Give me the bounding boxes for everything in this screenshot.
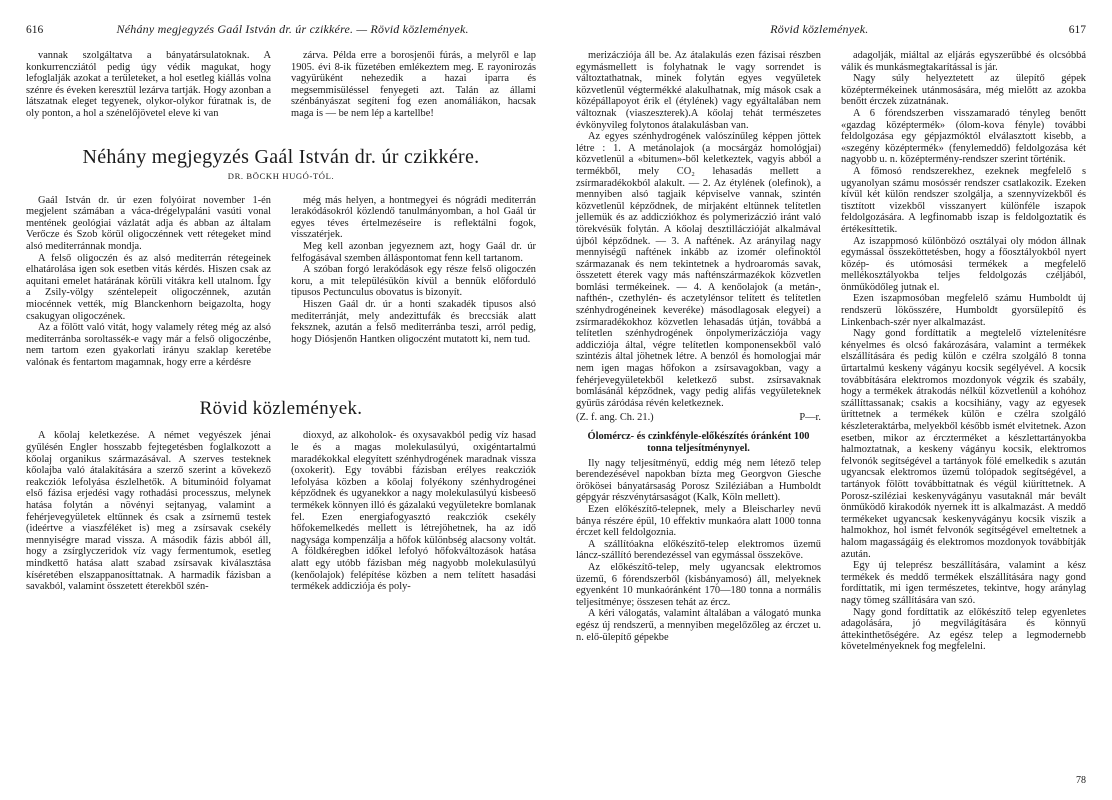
paragraph: Ezen iszapmosóban megfelelő számu Humboldt új rendszerü lökösszére, Humboldt gyorsülepítő és Linkenbach-szér nyer alkalmazást. — [841, 293, 1086, 328]
right-page — [556, 22, 1086, 790]
article-title-rovid-kozlemenyek: Rövid közlemények. — [199, 398, 363, 420]
paragraph: A 6 fórendszerben visszamaradó tényleg benőtt «gazdag középtermék» (ólom-kova fényle) további feldolgozása egy gépjazmóktól elválasztott kisebb, a «szegény középtermék» (fenylemeddő) feldolgozása két nagyobb u. n. középtermény-rendszer szerint történik. — [841, 107, 1086, 166]
paragraph: Hiszen Gaál dr. úr a honti szakadék tipusos alsó mediterránját, mely andezittufák és breccsiák alatt feksznek, azután a felső mediterránba teszi, arról pedig, hogy Diósjenőn Hantken oligoczént mutatott ki, nem tud. — [291, 298, 536, 345]
right-folio: 617 — [1068, 24, 1086, 36]
article2-columns — [26, 430, 536, 592]
left-running-title: Néhány megjegyzés Gaál István dr. úr czikkére. — Rövid közlemények. — [116, 22, 469, 36]
paragraph: Nagy gond fordíttatik a megtelelő víztelenítésre kényelmes és olcsó fakározására, valamint a termékek elszállítására és pedig külön e czélra szolgáló 8 tonna űrtartalmú keskeny vágányu kocsik segélyével. A kocsik továbbítására elektromos mozdonyok végzik és szabály, hogy a termékek átrakodás nélkül közvetlenül a kohóhoz szállíttassanak; csakis a kocsihiány, vagy az egyesek üríttetnek a termékek külön e czélra szolgáló készleteraktárba, melyekből később ismét elvitetnek. Azon esetben, mikor az érczterméket a készlettartányokba halmoztatnak, a keskeny vágányu kocsik, elektromos felvonók segítségével a tartányok fölé emelkedik s azután ugyancsak elektromos üzemű tolópadok segítségével, a tartányok fölött továbbíttatnak és végül kiüríttetnek. A Porosz-sziléziai keskenyvágányu vasutaknál már bevált önműködő kirakodók nyernek itt is alkalmazást. A meddő termékeket ugyancsak keskenyvágányu kocsik viszik a halmokhoz, hol ismét felvonók segítségével emeltetnek a halom magasságáig és elektromos mozdonyok továbbítják azután. — [841, 328, 1086, 560]
left-running-head — [26, 22, 536, 38]
two-page-spread — [26, 22, 1086, 790]
article1-col-2 — [291, 195, 536, 369]
left-col-1-top — [26, 50, 271, 120]
paragraph: Az a fölött való vitát, hogy valamely réteg még az alsó mediterránba soroltassék-e vagy már a felső oligoczénbe, nem tartom ezen gyakorlati irányu szaklap keretébe valónak és fentartom magamnak, hogy erre a kérdésre — [26, 322, 271, 368]
section-subhead: Ólomércz- és czinkfényle-előkészítés óránként 100 tonna teljesítménynyel. — [587, 431, 810, 454]
source-citation-line — [576, 412, 821, 423]
left-col-2-top — [291, 50, 536, 120]
paragraph: zárva. Példa erre a borosjenői fúrás, a melyről e lap 1905. évi 8-ik füzetében emlékeztem meg. E rayonirozás vagyürüként nehezedik a hazai iparra és megsemmisüléssel fenyegeti azt. Talán az állami szénbányászat segíteni fog ezen anomáliákon, hacsak maga is — be nem lép a kartellbe! — [291, 50, 536, 119]
paragraph: A főmosó rendszerekhez, ezeknek megfelelő s ugyanolyan számu mosósзér rendszer csatlakozik. Ezeken kívül két külön rendszer szolgálja, a szennyvízekből és tisztított vizekből visszanyert különféle iszapok feldolgozására. A legfinomabb iszap is feldolgoztatik és értékesíttetik. — [841, 165, 1086, 235]
left-top-columns — [26, 50, 536, 120]
paragraph: még más helyen, a hontmegyei és nógrádi mediterrán lerakódásokról közlendő tanulmányomban, a hol Gaál úr egyes téves értelmezéseire is reflektálni fogok, visszatérjek. — [291, 194, 536, 241]
paragraph: A szóban forgó lerakódások egy része felső oligoczén koru, a mit településükön kívül a bennük előforduló tipusos Pectunculus obovatus is bizonyít. — [291, 264, 536, 299]
right-col-1 — [576, 50, 821, 653]
paragraph: Nagy gond fordíttatik az előkészítő telep egyenletes adagolására, jó megvilágítására és könnyű áttekinthetőségére. Az egész telep a legmodernebb követelményeknek fog megfelelni. — [841, 606, 1086, 653]
paragraph: Nagy súly helyeztetett az ülepítő gépek középtermékeinek utánmosására, még mielőtt az azokba benőtt érczek zúzatnának. — [841, 73, 1086, 108]
article2-col-1 — [26, 430, 271, 592]
paragraph: Az előkészítő-telep, mely ugyancsak elektromos üzemű, 6 fórendszerből (kisbányamosó) áll, melyeknek egyenként 10 munkaóránként 170—180 tonna a normális teljesítménye; összesen tehát az ércz. — [576, 561, 821, 608]
paragraph: A felső oligoczén és az alsó mediterrán rétegeinek elhatárolása igen sok esetben vitás kérdés. Hiszen csak az aquitani emelet határának körüli vitákra kell utalnom. Így a Zsily-völgy széntelepeit oligoczénnek, azután miocénnek vették, míg Blanckenhorn beigazolta, hogy csakugyan oligoczének. — [26, 252, 271, 322]
right-running-title: Rövid közlemények. — [770, 22, 869, 36]
paragraph: Gaál István dr. úr ezen folyóirat november 1-én megjelent számában a váca-drégelypaláni vasúti vonal mentének geológiai vázlatát adja és abban az általam Verőcze és Szob körül oligoczénnek vett rétegeket mind alsó mediterránnak mondja. — [26, 194, 271, 252]
paragraph: Ezen előkészítő-telepnek, mely a Bleischarley nevű bánya részére épül, 10 effektiv munkaóra alatt 1000 tonna érczet kell feldolgoznia. — [576, 503, 821, 539]
right-col-2 — [841, 50, 1086, 653]
paragraph: Az egyes szénhydrogének valószínűleg képpen jöttek létre : 1. A metánolajok (a mocsárgáz homológjai) közvetlenül a «bitumen»-ből keletkeztek, vagyis abból a termékből, mely CO₂ lehasadás mellett a zsírmaradékokból alakult. — 2. Az étylének (olefinok), a mennyiben alsó tagjaik képviselve vannak, szintén közvetlenül képződnek, de mirjaként eltünnek telítetlen jellemük és az addicziókhoz és polymerizáczió iránt való törekvésük folytán. A kőolaj desztilláczióját alkalmával újból képződnek. — 3. A naftének. Az arányilag nagy mennyiségű naftének inkább az izomér olefinoktól származanak és nem tekintetnek a hydroaromás savak, összetett éterek vagy más nafténszármazékok közvetlen bomlási termékeinek. — 4. A kenőolajok (a metán-, nafthén-, czethylén- és aczetylénsor telített és telítetlen szénhydrogéneinek keveréke) másodlagosak elegyei) a zsírmaradékokhoz közvetlen lehasadás útján, továbbá a telítetlen szénhydrogének önpolymerizácziója vagy addicziója által, végre telítetlen komponensekből való szintézis által jöhetnek létre. A benzól és homologjai már nem igen magas hőfokon a zsírsavagokban, vagy a fehérjevegyületekből keletkező subst. zsírsavaknak bomlásánál képződnek, vagy pedig alifás vegyületeknek gyürűs záródása révén keletkeznek. — [576, 131, 821, 409]
author-initials: P—r. — [799, 412, 821, 424]
right-columns — [576, 50, 1086, 653]
left-folio: 616 — [26, 24, 44, 36]
article1-columns — [26, 195, 536, 369]
paragraph: Ily nagy teljesítményű, eddig még nem létező telep berendezésével napokban bízta meg Georgvon Giesche örökösei bányatársaság Porosz Sziléziában a Humboldt gépgyár részvénytársaságot (Kalk, Köln mellett). — [576, 457, 821, 504]
paragraph: A kőolaj keletkezése. A német vegyészek jénai gyűlésén Engler hosszabb fejtegetésben foglalkozott a kőolaj organikus származásával. A szerves testeknek kőolajba való átalakítására a szerző szerint a kövekező reakcziók lefolyása észlelhetők. A bituminóid folyamat első fázisa erjedési vagy rothadási processzus, melynek hatása folytán a növényi sejtanyag, valamint a fehérjevegyületek eltűnnek és csak a zsírnemű testek (ideértve a viaszféléket is) meg a zsírsavak csekély mennyiségre marad vissza. A második fázis abból áll, hogy a zsírglyczeridok víz vagy fermentumok, esetleg mindkettő hatása alatt szabad zsírsavak kiválasztása kíséretében elszappanosíttatnak. A harmadik fázisban a savakból, valamint összetett éterekből szén- — [26, 430, 271, 593]
article-byline: DR. BÖCKH HUGÓ-TÓL. — [227, 170, 335, 181]
left-page — [26, 22, 556, 790]
right-running-head — [576, 22, 1086, 38]
paragraph: A kéri válogatás, valamint általában a válogató munka egész új rendszerű, a mennyiben megelőzőleg az érczet u. n. elő-ülepítő gépekbe — [576, 608, 821, 643]
paragraph: A szállítóakna előkészítő-telep elektromos üzemű láncz-szállító berendezéssel van egymással összeköve. — [576, 538, 821, 562]
signature-sheet-number: 78 — [1076, 775, 1086, 786]
article1-col-1 — [26, 195, 271, 369]
article-title-gaal: Néhány megjegyzés Gaál István dr. úr czikkére. — [82, 145, 480, 168]
paragraph: Egy új teleprész beszállítására, valamint a kész termékek és meddő termékek elszállítására nagy gond fordíttatik, mi igen természetes, tekintve, hogy aránylag nagy tömeg szállítására van szó. — [841, 560, 1086, 606]
paragraph: Az iszappmosó különbözó osztályai oly módon állnak egymással összeköttetésben, hogy a főosztályokból nyert közép- és utómosási termékek a megfelelő mellékosztályokba teljes feldolgozás czéljából, önműködőleg jutnak el. — [841, 235, 1086, 293]
paragraph: Meg kell azonban jegyeznem azt, hogy Gaál dr. úr felfogásával szemben álláspontomat fenn kell tartanom. — [291, 240, 536, 264]
source-citation: (Z. f. ang. Ch. 21.) — [576, 412, 654, 424]
article2-col-2 — [291, 430, 536, 592]
paragraph: dioxyd, az alkoholok- és oxysavakból pedig víz hasad le és a magas molekulasúlyú, oxigéntartalmú maradékokkal elegyített szénhydrogének maradnak vissza (oxokerit). Egy további fázisban erélyes reakcziók lefolyása közben a kőolaj folyékony szénhydrogénei képződnek és ugyanekkor a nagy molekulasúlyú kisbeeső termékek könnyen illó és gázalakú vegyületekre bomlanak fel. Ezen energiafogyasztó reakcziók csekély hőfokemelkedés mellett is létrejöhetnek, ha az idő nagysága kompenzálja a hőfok különbség alacsony voltát. A földkéregben időkel lefolyó hőfokváltozások hatása alatt egy utóbb fázisban még nagyobb molekulasúlyú (kenőolajok) felépítése közben a nem telített hasadási termékek addicziója és poly- — [291, 430, 536, 593]
paragraph: vannak szolgáltatva a bányatársulatoknak. A konkurrencziától pedig úgy védik magukat, hogy lefoglalják azokat a területeket, a hol esetleg kiállás volna szénre és éveken keresztül lezárva tartják. Hogy azonban a látszatnak eleget tegyenek, olykor-olykor fúratnak is, de oly ponton, a hol a szénelőjövetel eleve ki van — [26, 50, 271, 119]
paragraph: merizácziója áll be. Az átalakulás ezen fázisai részben egymásmellett is folyhatnak le vagy sorrendet is változtathatnak, minek folytán egyes vegyületek közvetlenül végtermékké alakulhatnak, míg mások csak a középállapoyot érik el (étylének) vagy egyáltalában nem változnak (viaszeszterek).A kőolaj tehát természetes évkönyvileg folytonos átalakulásban van. — [576, 50, 821, 131]
paragraph: adagolják, miáltal az eljárás egyszerűbbé és olcsóbbá válik és munkásmegtakarítással is jár. — [841, 50, 1086, 73]
